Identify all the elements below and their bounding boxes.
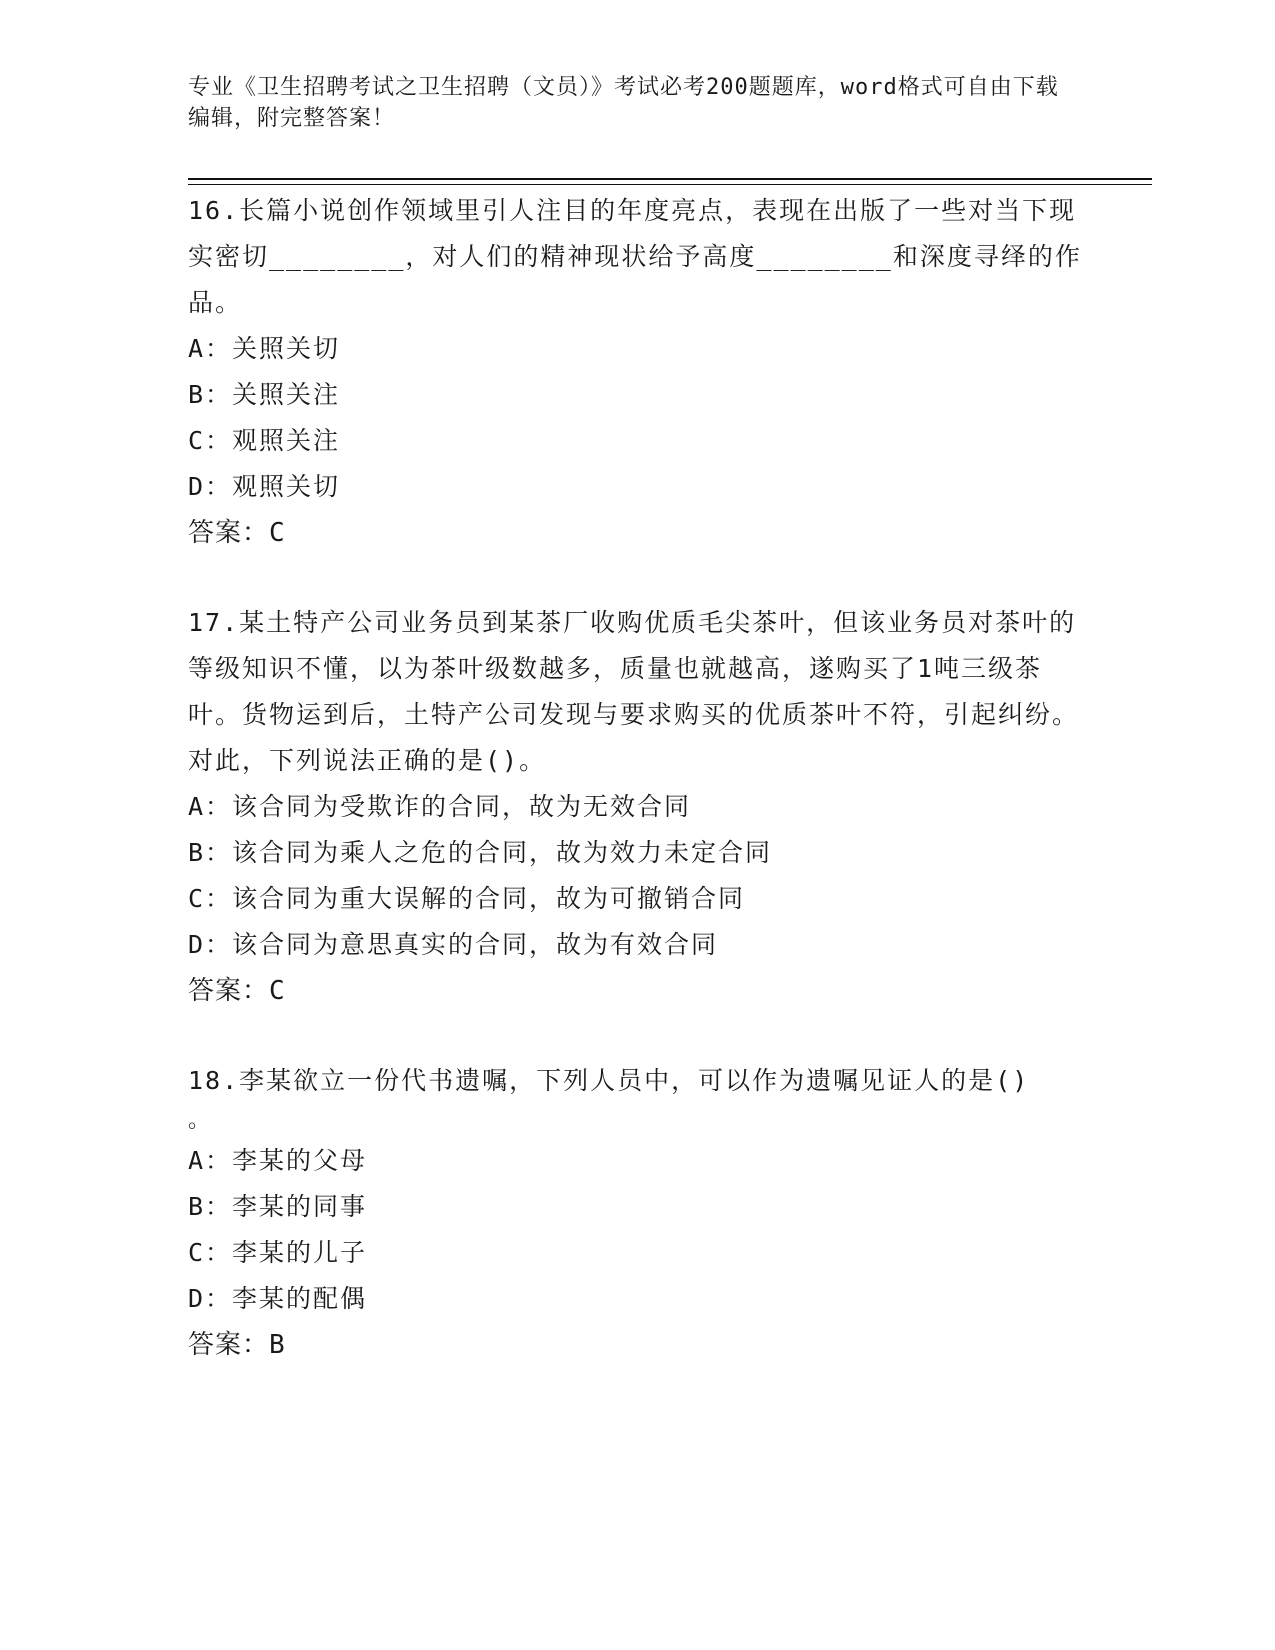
question-stem [188,1058,1088,1138]
answer-line [188,510,1088,556]
option-b: B：关照关注 [188,380,341,409]
question-stem: 17.某土特产公司业务员到某茶厂收购优质毛尖茶叶，但该业务员对茶叶的等级知识不懂，以为茶叶级数越多，质量也就越高，遂购买了1吨三级茶叶。货物运到后，土特产公司发现与要求购买的优质茶叶不符，引起纠纷。对此，下列说法正确的是()。 [188,608,1080,775]
answer-value: C [269,518,286,548]
answer-label: 答案： [188,1330,270,1360]
answer-label: 答案： [188,976,270,1006]
question-18 [188,1058,1088,1368]
option-c: C：李某的儿子 [188,1238,368,1267]
option-c: C：该合同为重大误解的合同，故为可撤销合同 [188,884,746,913]
option-a: A：李某的父母 [188,1146,368,1175]
answer-line [188,1322,1088,1368]
answer-value: C [269,976,286,1006]
question-16 [188,188,1088,556]
answer-label: 答案： [188,518,270,548]
header-divider-thick [188,178,1152,180]
option-b: B：该合同为乘人之危的合同，故为效力未定合同 [188,838,773,867]
option-a: A：该合同为受欺诈的合同，故为无效合同 [188,792,692,821]
question-stem: 16.长篇小说创作领域里引人注目的年度亮点，表现在出版了一些对当下现实密切________，对人们的精神现状给予高度________和深度寻绎的作品。 [188,196,1082,317]
question-17 [188,600,1088,1014]
option-d: D：李某的配偶 [188,1284,368,1313]
question-stem-text: 18.李某欲立一份代书遗嘱，下列人员中，可以作为遗嘱见证人的是() [188,1066,1030,1095]
header-divider-thin [188,184,1152,185]
option-list [188,1138,1088,1322]
option-d: D：该合同为意思真实的合同，故为有效合同 [188,930,719,959]
option-c: C：观照关注 [188,426,341,455]
answer-line [188,968,1088,1014]
question-stem-tail: 。 [188,1108,213,1133]
option-list [188,784,1088,968]
option-a: A：关照关切 [188,334,341,363]
option-b: B：李某的同事 [188,1192,368,1221]
option-d: D：观照关切 [188,472,341,501]
document-header: 专业《卫生招聘考试之卫生招聘（文员）》考试必考200题题库，word格式可自由下载编辑，附完整答案！ [188,75,1059,131]
answer-value: B [269,1330,286,1360]
option-list [188,326,1088,510]
